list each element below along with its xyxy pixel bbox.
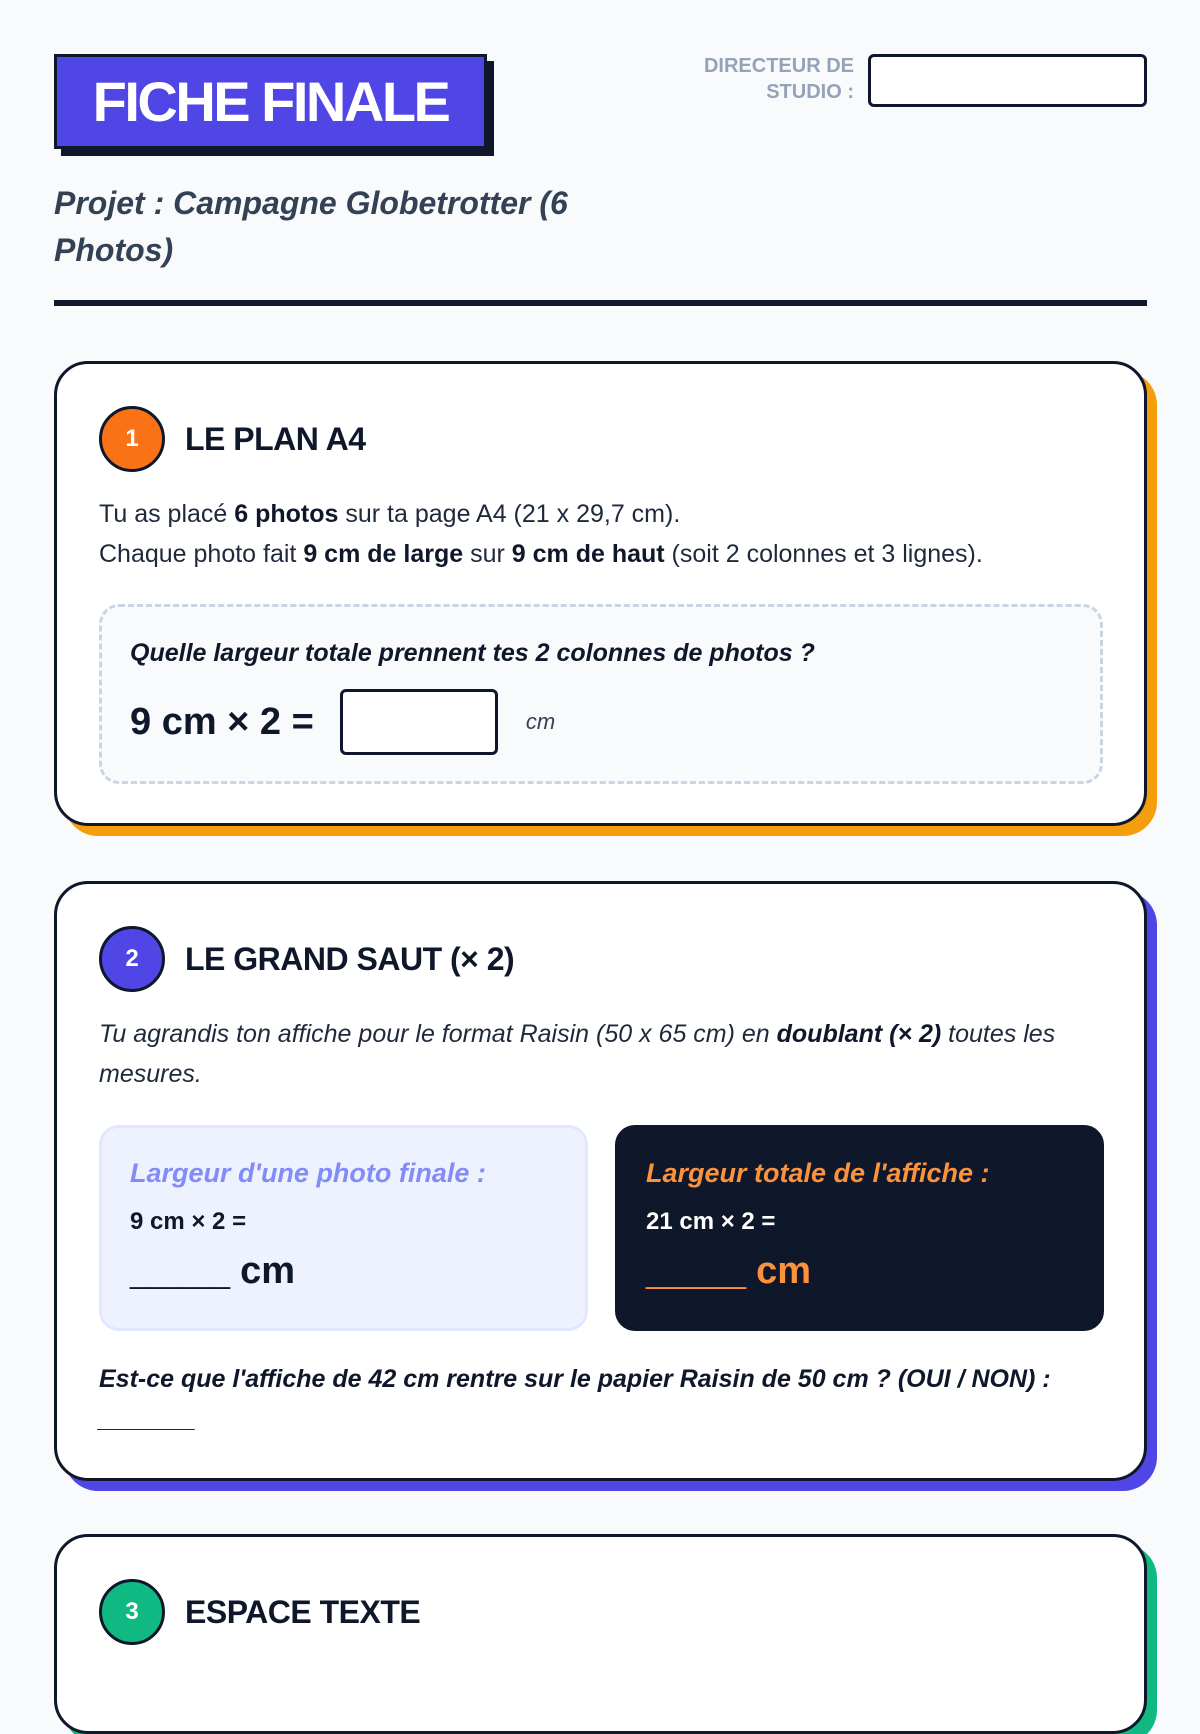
panel-photo-width — [99, 1125, 588, 1331]
answer-input[interactable] — [340, 689, 498, 755]
director-label: DIRECTEUR DE STUDIO : — [703, 55, 854, 103]
question-box — [99, 604, 1103, 784]
section-header — [99, 406, 366, 472]
answer-blank[interactable]: ______ — [646, 1257, 747, 1290]
description-line-1: Tu as placé 6 photos sur ta page A4 (21 x 29,7 cm). — [99, 500, 681, 528]
panel-label: Largeur d'une photo finale : — [130, 1158, 486, 1188]
closing-question: Est-ce que l'affiche de 42 cm rentre sur le papier Raisin de 50 cm ? (OUI / NON) : _______ — [99, 1365, 1051, 1433]
answer-blank[interactable]: _______ — [99, 1405, 197, 1433]
panel-equation: 21 cm × 2 = — [646, 1208, 776, 1235]
project-subtitle: Projet : Campagne Globetrotter (6 Photos) — [54, 185, 568, 268]
section-title: ESPACE TEXTE — [185, 1593, 421, 1630]
section-header — [99, 1579, 420, 1645]
unit-label: cm — [525, 709, 556, 734]
equation-row — [130, 689, 555, 755]
section-plan-a4 — [54, 361, 1147, 826]
description-line-2: Chaque photo fait 9 cm de large sur 9 cm de haut (soit 2 colonnes et 3 lignes). — [99, 540, 983, 568]
panel-answer — [646, 1250, 811, 1293]
panel-label: Largeur totale de l'affiche : — [646, 1158, 990, 1188]
panel-answer — [130, 1250, 295, 1293]
section-title: LE PLAN A4 — [185, 420, 366, 457]
panel-poster-width — [615, 1125, 1104, 1331]
section-grand-saut — [54, 881, 1147, 1481]
section-number-badge: 1 — [99, 406, 165, 472]
question-text: Quelle largeur totale prennent tes 2 colonnes de photos ? — [130, 639, 815, 667]
header-divider — [54, 300, 1147, 306]
section-description: Tu agrandis ton affiche pour le format Raisin (50 x 65 cm) en doublant (× 2) toutes les mesures. — [99, 1020, 1056, 1088]
section-header — [99, 926, 514, 992]
unit-label: cm — [240, 1250, 296, 1292]
section-title: LE GRAND SAUT (× 2) — [185, 940, 515, 977]
panel-equation: 9 cm × 2 = — [130, 1208, 247, 1235]
section-description — [99, 494, 1099, 574]
page-title: FICHE FINALE — [54, 54, 487, 149]
equation-text: 9 cm × 2 = — [130, 700, 314, 743]
director-field-group — [694, 54, 1147, 107]
section-espace-texte — [54, 1534, 1147, 1734]
title-banner — [54, 54, 487, 149]
section-number-badge: 3 — [99, 1579, 165, 1645]
answer-blank[interactable]: ______ — [130, 1257, 231, 1290]
section-number-badge: 2 — [99, 926, 165, 992]
unit-label: cm — [756, 1250, 812, 1292]
director-input[interactable] — [868, 54, 1147, 107]
